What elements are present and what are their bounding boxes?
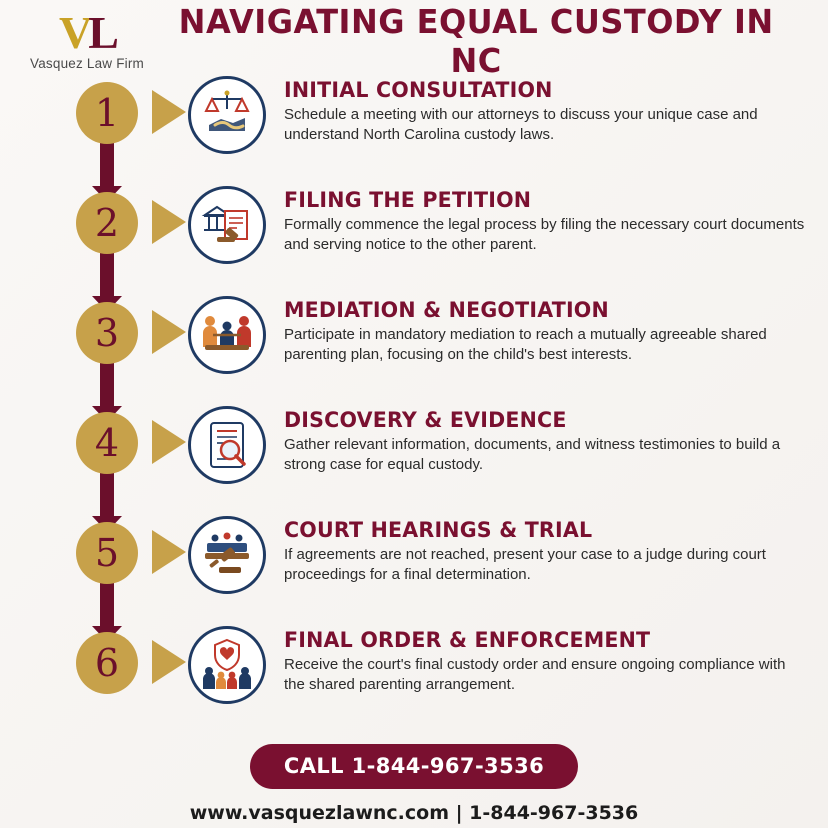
step-row-4: [0, 406, 828, 516]
step-desc-5: If agreements are not reached, present your case to a judge during court proceedings for a final determination.: [284, 546, 766, 583]
step-number-wrap-2: [62, 186, 152, 254]
page-title: NAVIGATING EQUAL CUSTODY IN NC: [178, 2, 774, 80]
step-number-1: 1: [76, 82, 138, 144]
family-shield-icon: [188, 626, 266, 704]
mediation-people-icon: [188, 296, 266, 374]
header: [0, 0, 828, 80]
step-title-6: FINAL ORDER & ENFORCEMENT: [284, 628, 651, 652]
step-text-6: [266, 626, 828, 695]
connector-2: [152, 186, 188, 260]
step-desc-3: Participate in mandatory mediation to reach a mutually agreeable shared parenting plan, focusing on the child's best interests.: [284, 326, 767, 363]
logo-letter-l: L: [88, 6, 115, 58]
step-title-5: COURT HEARINGS & TRIAL: [284, 518, 593, 542]
step-number-4: 4: [76, 412, 138, 474]
step-row-6: [0, 626, 828, 736]
step-number-wrap-3: [62, 296, 152, 364]
step-text-3: [266, 296, 828, 365]
connector-4: [152, 406, 188, 480]
cta-wrap: [0, 744, 828, 789]
step-title-2: FILING THE PETITION: [284, 188, 532, 212]
courthouse-document-gavel-icon: [188, 186, 266, 264]
step-desc-2: Formally commence the legal process by filing the necessary court documents and serving notice to the other parent.: [284, 216, 805, 253]
step-number-5: 5: [76, 522, 138, 584]
step-title-4: DISCOVERY & EVIDENCE: [284, 408, 567, 432]
step-title-3: MEDIATION & NEGOTIATION: [284, 298, 609, 322]
step-title-1: INITIAL CONSULTATION: [284, 78, 553, 102]
step-row-2: [0, 186, 828, 296]
step-number-wrap-5: [62, 516, 152, 584]
step-number-6: 6: [76, 632, 138, 694]
step-text-2: [266, 186, 828, 255]
step-row-1: [0, 76, 828, 186]
connector-6: [152, 626, 188, 700]
courtroom-gavel-icon: [188, 516, 266, 594]
step-number-2: 2: [76, 192, 138, 254]
step-desc-6: Receive the court's final custody order and ensure ongoing compliance with the shared parenting arrangement.: [284, 656, 786, 693]
step-text-1: [266, 76, 828, 145]
call-button[interactable]: CALL 1-844-967-3536: [250, 744, 578, 789]
connector-3: [152, 296, 188, 370]
step-text-4: [266, 406, 828, 475]
step-desc-4: Gather relevant information, documents, and witness testimonies to build a strong case for equal custody.: [284, 436, 781, 473]
step-number-wrap-4: [62, 406, 152, 474]
step-row-5: [0, 516, 828, 626]
step-row-3: [0, 296, 828, 406]
connector-5: [152, 516, 188, 590]
brand-name: Vasquez Law Firm: [30, 56, 144, 72]
contact-line[interactable]: www.vasquezlawnc.com | 1-844-967-3536: [189, 802, 639, 824]
step-text-5: [266, 516, 828, 585]
connector-1: [152, 76, 188, 150]
brand-logo: [22, 6, 152, 72]
step-number-wrap-6: [62, 626, 152, 694]
step-desc-1: Schedule a meeting with our attorneys to discuss your unique case and understand North Carolina custody laws.: [284, 106, 758, 143]
scales-handshake-icon: [188, 76, 266, 154]
logo-monogram: [22, 6, 152, 58]
steps-list: [0, 74, 828, 736]
step-number-wrap-1: [62, 76, 152, 144]
logo-letter-v: V: [59, 6, 89, 58]
step-number-3: 3: [76, 302, 138, 364]
document-magnifier-icon: [188, 406, 266, 484]
